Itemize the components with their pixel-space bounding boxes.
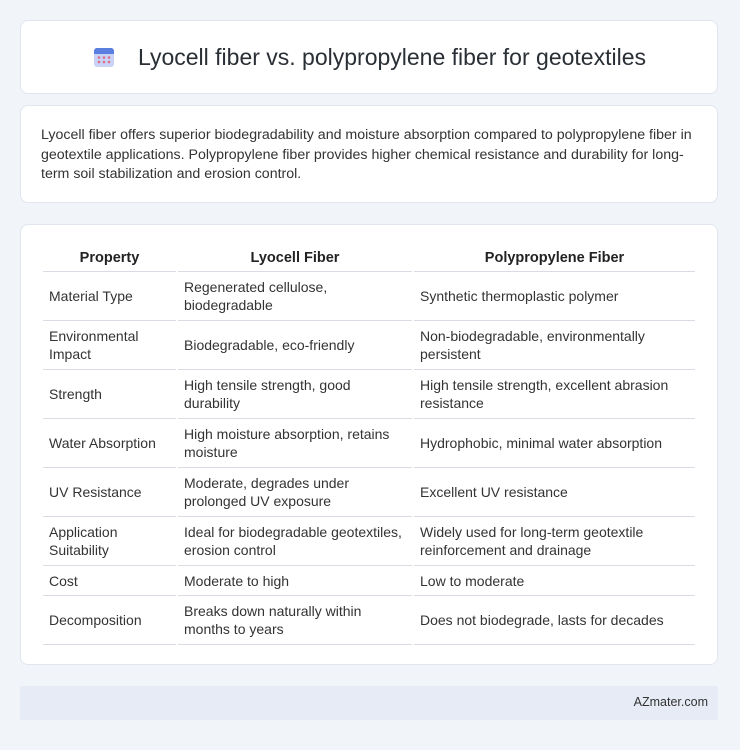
table-row (43, 517, 695, 566)
page-title: Lyocell fiber vs. polypropylene fiber for geotextiles (138, 43, 646, 70)
table-header-row (43, 245, 695, 272)
table-row (43, 370, 695, 419)
lyocell-cell: Moderate, degrades under prolonged UV exposure (178, 468, 412, 517)
polypropylene-cell: Does not biodegrade, lasts for decades (414, 596, 695, 645)
footer-site-link[interactable]: AZmater.com (633, 695, 708, 709)
polypropylene-cell: Excellent UV resistance (414, 468, 695, 517)
lyocell-cell: High moisture absorption, retains moisture (178, 419, 412, 468)
table-row (43, 321, 695, 370)
header-lyocell: Lyocell Fiber (178, 245, 412, 272)
property-cell: Material Type (43, 272, 176, 321)
header-property: Property (43, 245, 176, 272)
table-row (43, 596, 695, 645)
lyocell-cell: Biodegradable, eco-friendly (178, 321, 412, 370)
polypropylene-cell: Non-biodegradable, environmentally persistent (414, 321, 695, 370)
intro-card (20, 105, 718, 203)
footer-bar (20, 686, 718, 720)
polypropylene-cell: High tensile strength, excellent abrasion resistance (414, 370, 695, 419)
intro-text: Lyocell fiber offers superior biodegradability and moisture absorption compared to polypropylene fiber in geotextile applications. Polypropylene fiber provides higher chemical resistance and durability for long-term soil stabilization and erosion control. (41, 127, 692, 182)
table-row (43, 419, 695, 468)
comparison-table (41, 245, 697, 645)
property-cell: Environmental Impact (43, 321, 176, 370)
table-row (43, 272, 695, 321)
property-cell: Cost (43, 566, 176, 596)
property-cell: Strength (43, 370, 176, 419)
calendar-icon (92, 45, 116, 69)
property-cell: Decomposition (43, 596, 176, 645)
lyocell-cell: Ideal for biodegradable geotextiles, erosion control (178, 517, 412, 566)
lyocell-cell: Breaks down naturally within months to years (178, 596, 412, 645)
lyocell-cell: Regenerated cellulose, biodegradable (178, 272, 412, 321)
property-cell: Water Absorption (43, 419, 176, 468)
polypropylene-cell: Low to moderate (414, 566, 695, 596)
lyocell-cell: Moderate to high (178, 566, 412, 596)
property-cell: UV Resistance (43, 468, 176, 517)
table-row (43, 468, 695, 517)
table-row (43, 566, 695, 596)
title-card (20, 20, 718, 94)
polypropylene-cell: Widely used for long-term geotextile reinforcement and drainage (414, 517, 695, 566)
polypropylene-cell: Synthetic thermoplastic polymer (414, 272, 695, 321)
lyocell-cell: High tensile strength, good durability (178, 370, 412, 419)
header-polypropylene: Polypropylene Fiber (414, 245, 695, 272)
property-cell: Application Suitability (43, 517, 176, 566)
polypropylene-cell: Hydrophobic, minimal water absorption (414, 419, 695, 468)
comparison-card (20, 224, 718, 665)
